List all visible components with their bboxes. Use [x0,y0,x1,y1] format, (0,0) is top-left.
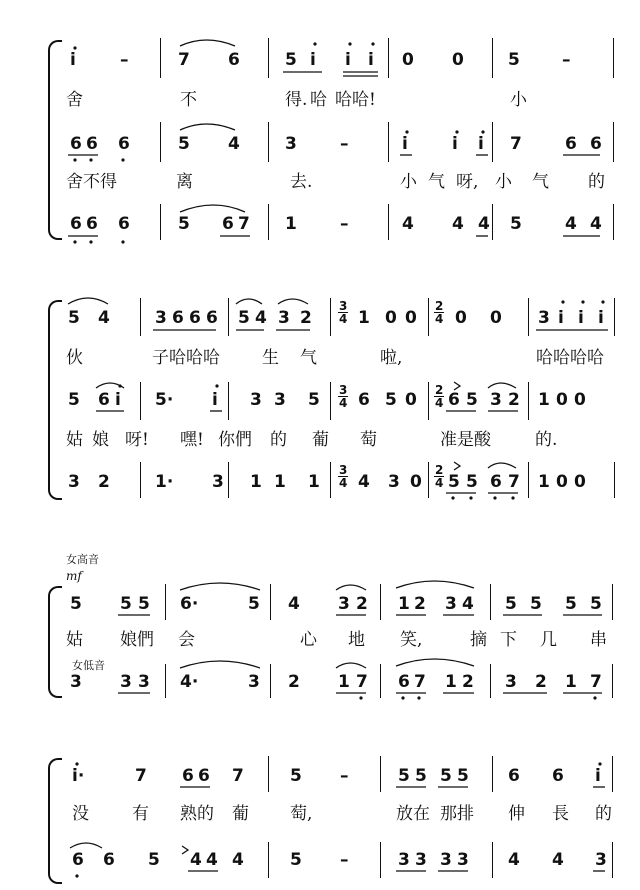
note: 6 [590,134,602,154]
note: 3 [595,850,607,870]
note: 5 [68,390,80,410]
lyric-syllable: 不 [180,90,197,110]
voice-label-soprano: 女高音 [66,553,99,566]
lyric-syllable: 啦, [380,348,403,368]
lyric-syllable: 舍 [66,90,83,110]
lyric-syllable: 小 [495,172,512,192]
lyric-syllable: 离 [176,172,193,192]
note: 3 [155,308,167,328]
note: 3 [274,390,286,410]
note: i [452,134,458,154]
note: 1 [565,672,577,692]
note: – [120,50,129,70]
note: 4 [98,308,110,328]
note: 5 [505,594,517,614]
octave-dot [598,762,601,765]
note: 2 [356,594,368,614]
note: 3 [212,472,224,492]
note: 3 [538,308,550,328]
note: 6 [70,214,82,234]
note: 6 [448,390,460,410]
lyric-syllable: 娘們 [120,630,154,650]
lyric-syllable: 伸 [508,804,525,824]
note: 0 [385,308,397,328]
lyric-syllable: 几 [540,630,557,650]
lyric-syllable: 气 [428,172,445,192]
lyric-syllable: 熟的 [180,804,214,824]
note: 1 [538,390,550,410]
note: 3 [68,472,80,492]
note: 5 [178,214,190,234]
note: 3 [285,134,297,154]
voice-label-alto: 女低音 [72,659,105,672]
note: 5 [565,594,577,614]
note: 3 [388,472,400,492]
note: i [598,308,604,328]
note: 0 [490,308,502,328]
note: 2 [414,594,426,614]
note: 5 [448,472,460,492]
lyric-syllable: 呀! [125,430,149,450]
note: – [340,214,349,234]
lyric-syllable: 准是酸 [440,430,491,450]
note: 7 [232,766,244,786]
note: 4 [255,308,267,328]
lyric-syllable: 串 [590,630,607,650]
lyric-syllable: 舍不得 [66,172,117,192]
note: 5 [466,390,478,410]
lyric-syllable: 子哈哈哈 [152,348,220,368]
lyric-syllable: 哈哈! [335,90,376,110]
lyric-syllable: 的 [588,172,605,192]
note: 3 [278,308,290,328]
lyric-syllable: 姑 [66,630,83,650]
note: 5 [308,390,320,410]
note: 1 [445,672,457,692]
lyric-syllable: 小 [400,172,417,192]
note: 5 [138,594,150,614]
note: 0 [556,472,568,492]
note: 5 [70,594,82,614]
note: 7 [414,672,426,692]
note: 2 [462,672,474,692]
note: 3 [398,850,410,870]
note: i [478,134,484,154]
note: 5 [457,766,469,786]
note: 2 [300,308,312,328]
note: 6 [508,766,520,786]
lyric-syllable: 会 [178,630,195,650]
lyric-syllable: 摘 [470,630,487,650]
lyric-syllable: 姑 [66,430,83,450]
note: 0 [556,390,568,410]
note: 0 [410,472,422,492]
note: 5 [508,50,520,70]
note: 6 [552,766,564,786]
note: 7 [135,766,147,786]
note: 6 [118,134,130,154]
note: 0 [574,390,586,410]
lyric-syllable: 的 [595,804,612,824]
note: 5 [398,766,410,786]
lyric-syllable: 气 [532,172,549,192]
note: 5· [155,390,174,410]
time-signature: $\frac{2}{4}$ [435,463,444,490]
note: i [310,50,316,70]
note: i [578,308,584,328]
lyric-syllable: 的. [535,430,558,450]
note: 1 [250,472,262,492]
note: 6 [103,850,115,870]
note: 5 [440,766,452,786]
note: 1 [285,214,297,234]
note: 5 [290,850,302,870]
note: 6 [206,308,218,328]
note: 3 [138,672,150,692]
lyric-syllable: 的 [270,430,287,450]
lyric-syllable: 小 [510,90,527,110]
note: 5 [415,766,427,786]
note: 0 [455,308,467,328]
note: 6 [72,850,84,870]
note: 6· [180,594,199,614]
time-signature: $\frac{2}{4}$ [435,299,444,326]
note: 3 [70,672,82,692]
note: 6 [398,672,410,692]
note: 5 [530,594,542,614]
note: 3 [490,390,502,410]
note: 2 [288,672,300,692]
lyric-syllable: 嘿! [180,430,204,450]
note: 6 [198,766,210,786]
note: 5 [148,850,160,870]
note: 7 [590,672,602,692]
note: 2 [98,472,110,492]
note: 0 [402,50,414,70]
note: 5 [248,594,260,614]
lyric-syllable: 放在 [396,804,430,824]
note: 4 [190,850,202,870]
note: i· [72,766,85,786]
note: 5 [590,594,602,614]
note: 4 [206,850,218,870]
lyric-syllable: 得. [285,90,308,110]
note: 0 [405,308,417,328]
note: 2 [508,390,520,410]
lyric-syllable: 葡 [312,430,329,450]
note: 5 [290,766,302,786]
lyric-syllable: 笑, [400,630,423,650]
note: 1 [358,308,370,328]
note: i [402,134,408,154]
note: 6 [172,308,184,328]
note: 0 [452,50,464,70]
note: 4 [288,594,300,614]
lyric-syllable: 气 [300,348,317,368]
note: 6 [182,766,194,786]
note: 4 [452,214,464,234]
note: 0 [405,390,417,410]
lyric-syllable: 長 [552,804,569,824]
note: 1· [155,472,174,492]
octave-dot [75,762,78,765]
note: 4 [462,594,474,614]
note: 1 [538,472,550,492]
note: 1 [308,472,320,492]
time-signature: $\frac{3}{4}$ [339,383,348,410]
lyric-syllable: 萄 [360,430,377,450]
note: 6 [222,214,234,234]
note: i [70,50,76,70]
note: i [595,766,601,786]
note: 3 [445,594,457,614]
note: 7 [238,214,250,234]
note: 7 [356,672,368,692]
note: 1 [338,672,350,692]
note: 5 [68,308,80,328]
note: 6 [70,134,82,154]
note: 5 [466,472,478,492]
note: 3 [248,672,260,692]
lyric-syllable: 地 [348,630,365,650]
note: 6 [565,134,577,154]
dynamic-marking: mf [66,569,82,583]
time-signature: $\frac{2}{4}$ [435,383,444,410]
lyric-syllable: 葡 [232,804,249,824]
note: 6 [98,390,110,410]
note: 4 [552,850,564,870]
note: – [562,50,571,70]
note: 7 [508,472,520,492]
note: 5 [385,390,397,410]
note: 6 [86,134,98,154]
note: 3 [250,390,262,410]
note: 3 [440,850,452,870]
note: 6 [189,308,201,328]
note: – [340,850,349,870]
lyric-syllable: 哈哈哈哈 [536,348,604,368]
note: 1 [398,594,410,614]
lyric-syllable: 那排 [440,804,474,824]
note: i [368,50,374,70]
note: 3 [120,672,132,692]
note: 3 [457,850,469,870]
note: 4 [590,214,602,234]
note: – [340,134,349,154]
lyric-syllable: 哈 [310,90,327,110]
lyric-syllable: 心 [300,630,317,650]
note: 4· [180,672,199,692]
note: 6 [228,50,240,70]
note: 6 [358,390,370,410]
lyric-syllable: 去. [290,172,313,192]
lyric-syllable: 娘 [92,430,109,450]
lyric-syllable: 你們 [218,430,252,450]
note: 2 [535,672,547,692]
note: 4 [358,472,370,492]
note: 6 [490,472,502,492]
note: i [212,390,218,410]
note: i [115,390,121,410]
note: 3 [415,850,427,870]
accent [182,846,188,854]
note: 1 [274,472,286,492]
lyric-syllable: 没 [72,804,89,824]
note: 3 [505,672,517,692]
note: 4 [402,214,414,234]
note: 4 [478,214,490,234]
note: 5 [120,594,132,614]
note: 5 [178,134,190,154]
note: 4 [565,214,577,234]
lyric-syllable: 有 [132,804,149,824]
lyric-syllable: 生 [262,348,279,368]
lyric-syllable: 下 [500,630,517,650]
note: 5 [510,214,522,234]
note: 4 [228,134,240,154]
note: 5 [238,308,250,328]
note: i [558,308,564,328]
time-signature: $\frac{3}{4}$ [339,463,348,490]
lyric-syllable: 萄, [290,804,313,824]
note: 7 [510,134,522,154]
note: i [345,50,351,70]
note: 6 [86,214,98,234]
note: 7 [178,50,190,70]
note: 4 [508,850,520,870]
note: 5 [285,50,297,70]
time-signature: $\frac{3}{4}$ [339,299,348,326]
note: – [340,766,349,786]
octave-dot [75,874,78,877]
note: 0 [574,472,586,492]
note: 4 [232,850,244,870]
note: 6 [118,214,130,234]
slur [70,843,102,848]
note: 3 [338,594,350,614]
lyric-syllable: 伙 [66,348,83,368]
lyric-syllable: 呀, [456,172,479,192]
